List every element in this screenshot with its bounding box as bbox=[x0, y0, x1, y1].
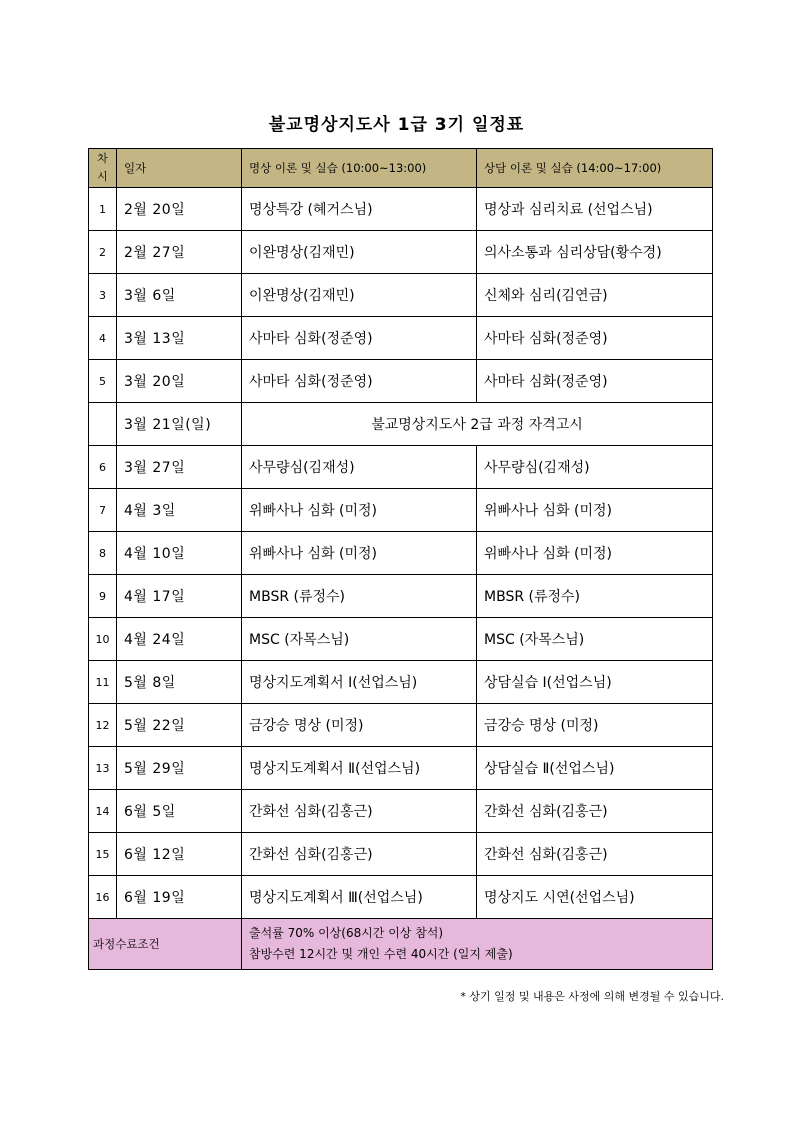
session-number: 10 bbox=[89, 618, 117, 661]
session-date: 3월 6일 bbox=[117, 274, 242, 317]
header-session-cell bbox=[89, 149, 117, 188]
meditation-topic: 명상특강 (혜거스님) bbox=[242, 188, 477, 231]
session-number: 13 bbox=[89, 747, 117, 790]
session-date: 4월 17일 bbox=[117, 575, 242, 618]
exam-date: 3월 21일(일) bbox=[117, 403, 242, 446]
table-row bbox=[89, 231, 713, 274]
header-meditation-cell: 명상 이론 및 실습 (10:00~13:00) bbox=[242, 149, 477, 188]
table-row bbox=[89, 790, 713, 833]
counseling-topic: 사무량심(김재성) bbox=[477, 446, 713, 489]
meditation-topic: 간화선 심화(김홍근) bbox=[242, 833, 477, 876]
table-row bbox=[89, 876, 713, 919]
header-session-line2: 시 bbox=[97, 170, 108, 183]
table-row bbox=[89, 274, 713, 317]
meditation-topic: 명상지도계획서 Ⅲ(선업스님) bbox=[242, 876, 477, 919]
session-date: 5월 29일 bbox=[117, 747, 242, 790]
footnote: * 상기 일정 및 내용은 사정에 의해 변경될 수 있습니다. bbox=[460, 990, 724, 1003]
session-date: 5월 8일 bbox=[117, 661, 242, 704]
session-number: 2 bbox=[89, 231, 117, 274]
table-row bbox=[89, 833, 713, 876]
session-date: 4월 24일 bbox=[117, 618, 242, 661]
counseling-topic: MSC (자목스님) bbox=[477, 618, 713, 661]
table-header-row bbox=[89, 149, 713, 188]
exam-event: 불교명상지도사 2급 과정 자격고시 bbox=[242, 403, 713, 446]
meditation-topic: MSC (자목스님) bbox=[242, 618, 477, 661]
completion-condition-attendance: 출석률 70% 이상(68시간 이상 참석) bbox=[249, 926, 444, 940]
session-date: 2월 27일 bbox=[117, 231, 242, 274]
counseling-topic: 상담실습 Ⅰ(선업스님) bbox=[477, 661, 713, 704]
meditation-topic: 위빠사나 심화 (미정) bbox=[242, 489, 477, 532]
counseling-topic: 의사소통과 심리상담(황수경) bbox=[477, 231, 713, 274]
session-number: 4 bbox=[89, 317, 117, 360]
session-date: 6월 5일 bbox=[117, 790, 242, 833]
table-row bbox=[89, 489, 713, 532]
session-number: 7 bbox=[89, 489, 117, 532]
table-row bbox=[89, 446, 713, 489]
session-date: 5월 22일 bbox=[117, 704, 242, 747]
session-date: 3월 13일 bbox=[117, 317, 242, 360]
completion-label: 과정수료조건 bbox=[89, 919, 242, 970]
meditation-topic: 이완명상(김재민) bbox=[242, 274, 477, 317]
table-row bbox=[89, 618, 713, 661]
table-row bbox=[89, 360, 713, 403]
meditation-topic: 금강승 명상 (미정) bbox=[242, 704, 477, 747]
table-row bbox=[89, 661, 713, 704]
meditation-topic: MBSR (류정수) bbox=[242, 575, 477, 618]
session-date: 6월 19일 bbox=[117, 876, 242, 919]
session-number: 5 bbox=[89, 360, 117, 403]
meditation-topic: 사무량심(김재성) bbox=[242, 446, 477, 489]
completion-condition-practice: 참방수련 12시간 및 개인 수련 40시간 (일지 제출) bbox=[249, 947, 513, 961]
page-title: 불교명상지도사 1급 3기 일정표 bbox=[268, 115, 525, 135]
session-number: 16 bbox=[89, 876, 117, 919]
session-number bbox=[89, 403, 117, 446]
session-date: 4월 10일 bbox=[117, 532, 242, 575]
table-row bbox=[89, 532, 713, 575]
counseling-topic: 명상지도 시연(선업스님) bbox=[477, 876, 713, 919]
header-date-cell: 일자 bbox=[117, 149, 242, 188]
exam-row bbox=[89, 403, 713, 446]
session-number: 11 bbox=[89, 661, 117, 704]
meditation-topic: 사마타 심화(정준영) bbox=[242, 317, 477, 360]
table-row bbox=[89, 575, 713, 618]
meditation-topic: 사마타 심화(정준영) bbox=[242, 360, 477, 403]
counseling-topic: 간화선 심화(김홍근) bbox=[477, 790, 713, 833]
schedule-table bbox=[88, 148, 713, 970]
session-date: 2월 20일 bbox=[117, 188, 242, 231]
header-session-line1: 차 bbox=[97, 152, 108, 165]
counseling-topic: 위빠사나 심화 (미정) bbox=[477, 532, 713, 575]
header-counseling-cell: 상담 이론 및 실습 (14:00~17:00) bbox=[477, 149, 713, 188]
counseling-topic: 사마타 심화(정준영) bbox=[477, 317, 713, 360]
completion-row bbox=[89, 919, 713, 970]
session-number: 3 bbox=[89, 274, 117, 317]
counseling-topic: 명상과 심리치료 (선업스님) bbox=[477, 188, 713, 231]
session-number: 15 bbox=[89, 833, 117, 876]
session-date: 3월 27일 bbox=[117, 446, 242, 489]
session-date: 6월 12일 bbox=[117, 833, 242, 876]
counseling-topic: 간화선 심화(김홍근) bbox=[477, 833, 713, 876]
session-number: 6 bbox=[89, 446, 117, 489]
table-row bbox=[89, 704, 713, 747]
table-row bbox=[89, 188, 713, 231]
session-number: 1 bbox=[89, 188, 117, 231]
counseling-topic: 신체와 심리(김연금) bbox=[477, 274, 713, 317]
counseling-topic: 상담실습 Ⅱ(선업스님) bbox=[477, 747, 713, 790]
meditation-topic: 명상지도계획서 Ⅰ(선업스님) bbox=[242, 661, 477, 704]
counseling-topic: 사마타 심화(정준영) bbox=[477, 360, 713, 403]
session-date: 3월 20일 bbox=[117, 360, 242, 403]
completion-conditions bbox=[242, 919, 713, 970]
counseling-topic: 위빠사나 심화 (미정) bbox=[477, 489, 713, 532]
table-row bbox=[89, 747, 713, 790]
session-number: 9 bbox=[89, 575, 117, 618]
meditation-topic: 명상지도계획서 Ⅱ(선업스님) bbox=[242, 747, 477, 790]
meditation-topic: 간화선 심화(김홍근) bbox=[242, 790, 477, 833]
table-row bbox=[89, 317, 713, 360]
session-number: 8 bbox=[89, 532, 117, 575]
meditation-topic: 이완명상(김재민) bbox=[242, 231, 477, 274]
meditation-topic: 위빠사나 심화 (미정) bbox=[242, 532, 477, 575]
session-date: 4월 3일 bbox=[117, 489, 242, 532]
counseling-topic: 금강승 명상 (미정) bbox=[477, 704, 713, 747]
session-number: 12 bbox=[89, 704, 117, 747]
session-number: 14 bbox=[89, 790, 117, 833]
counseling-topic: MBSR (류정수) bbox=[477, 575, 713, 618]
